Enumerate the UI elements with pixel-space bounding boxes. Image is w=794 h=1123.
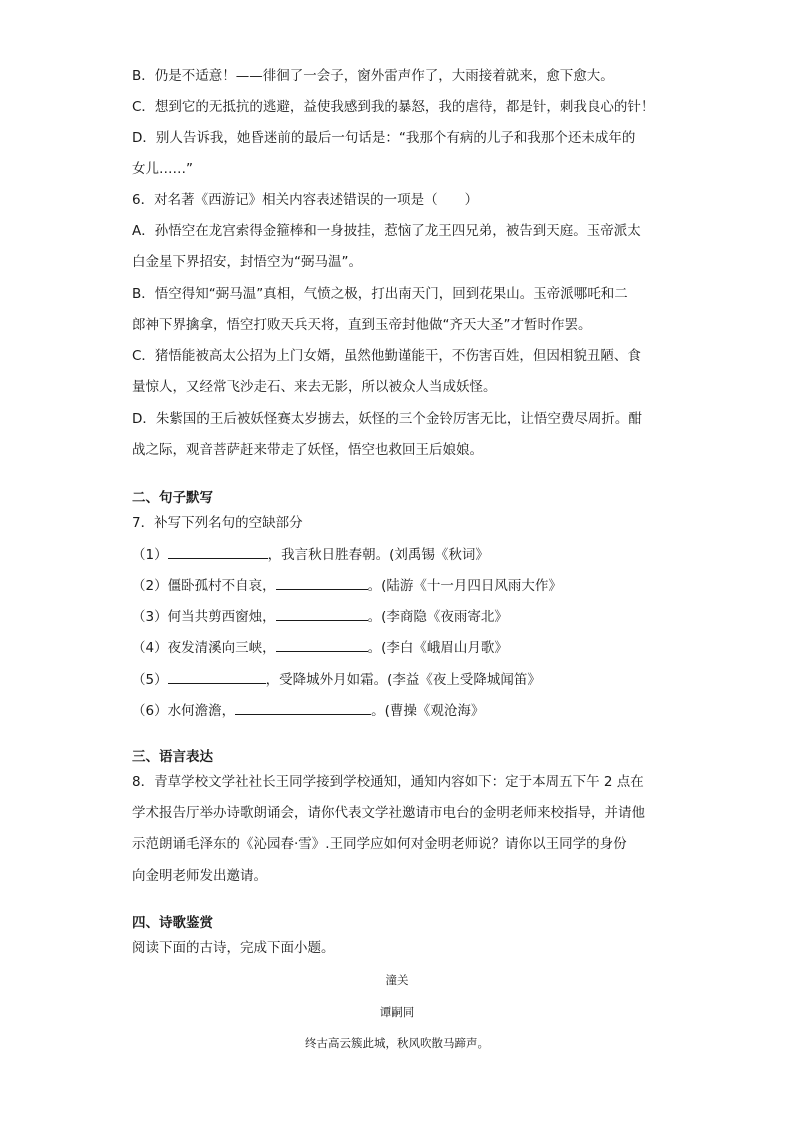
q6-option-d-line2: 战之际，观音菩萨赶来带走了妖怪，悟空也救回王后娘娘。 <box>132 442 483 458</box>
q7-item-6 <box>132 700 672 721</box>
poem-line-1: 终古高云簇此城，秋风吹散马蹄声。 <box>305 1036 489 1050</box>
poem-author: 谭嗣同 <box>379 1005 415 1019</box>
q7-item-before: 僵卧孤村不自哀， <box>167 578 276 594</box>
section3-title: 三、语言表达 <box>132 749 213 765</box>
q8-line2: 学术报告厅举办诗歌朗诵会，请你代表文学社邀请市电台的金明老师来校指导，并请他 <box>132 805 645 821</box>
q8-line4: 向金明老师发出邀请。 <box>132 868 267 884</box>
q8-line1: 8．青草学校文学社社长王同学接到学校通知，通知内容如下：定于本周五下午 2 点在 <box>132 774 644 790</box>
q7-item-after: 。(李商隐《夜雨寄北》 <box>367 609 508 625</box>
q6-option-a-line1: A．孙悟空在龙宫索得金箍棒和一身披挂，惹恼了龙王四兄弟，被告到天庭。玉帝派太 <box>132 223 641 239</box>
q6-option-b-line2: 郎神下界擒拿，悟空打败天兵天将，直到玉帝封他做“齐天大圣”才暂时作罢。 <box>132 317 592 333</box>
q7-item-after: ，受降城外月如霜。(李益《夜上受降城闻笛》 <box>265 672 541 688</box>
q7-item-3 <box>132 606 672 627</box>
poem-title: 潼关 <box>385 973 409 987</box>
answer-blank[interactable] <box>168 669 266 684</box>
q8-line3: 示范朗诵毛泽东的《沁园春·雪》.王同学应如何对金明老师说？请你以王同学的身份 <box>132 836 627 852</box>
section2-title: 二、句子默写 <box>132 490 213 506</box>
section4-intro: 阅读下面的古诗，完成下面小题。 <box>132 940 335 956</box>
q5-option-d-line1: D．别人告诉我，她昏迷前的最后一句话是：“我那个有病的儿子和我那个还未成年的 <box>132 130 636 146</box>
q7-item-after: 。(李白《峨眉山月歌》 <box>367 640 508 656</box>
q7-item-after: ，我言秋日胜春朝。(刘禹锡《秋词》 <box>267 547 489 563</box>
q7-item-2 <box>132 575 672 596</box>
q7-item-number: （5） <box>132 672 168 688</box>
q7-item-number: （6） <box>132 703 168 719</box>
q6-option-d-line1: D．朱紫国的王后被妖怪赛太岁掳去，妖怪的三个金铃厉害无比，让悟空费尽周折。酣 <box>132 411 642 427</box>
q7-item-before: 何当共剪西窗烛， <box>167 609 276 625</box>
q7-item-number: （3） <box>132 609 168 625</box>
q6-option-a-line2: 白金星下界招安，封悟空为“弼马温”。 <box>132 254 362 270</box>
q5-option-c: C．想到它的无抵抗的逃避，益使我感到我的暴怒，我的虐待，都是针，刺我良心的针！ <box>132 99 655 115</box>
answer-blank[interactable] <box>276 575 368 590</box>
q7-item-after: 。(曹操《观沧海》 <box>371 703 485 719</box>
q6-stem: 6．对名著《西游记》相关内容表述错误的一项是（ ） <box>132 192 479 208</box>
q7-item-number: （2） <box>132 578 168 594</box>
q7-item-5 <box>132 669 672 690</box>
answer-blank[interactable] <box>276 606 368 621</box>
section4-title: 四、诗歌鉴赏 <box>132 915 213 931</box>
q7-item-before: 水何澹澹， <box>167 703 236 719</box>
q5-option-b: B．仍是不适意！——徘徊了一会子，窗外雷声作了，大雨接着就来，愈下愈大。 <box>132 68 614 84</box>
answer-blank[interactable] <box>235 700 371 715</box>
q6-option-c-line2: 量惊人，又经常飞沙走石、来去无影，所以被众人当成妖怪。 <box>132 379 497 395</box>
q5-option-d-line2: 女儿……” <box>132 161 193 177</box>
q7-item-before: 夜发清溪向三峡， <box>167 640 276 656</box>
answer-blank[interactable] <box>168 544 268 559</box>
q6-option-b-line1: B．悟空得知“弼马温”真相，气愤之极，打出南天门，回到花果山。玉帝派哪吒和二 <box>132 286 628 302</box>
q7-item-number: （1） <box>132 547 168 563</box>
answer-blank[interactable] <box>276 637 368 652</box>
q7-item-4 <box>132 637 672 658</box>
q7-stem: 7．补写下列名句的空缺部分 <box>132 515 303 531</box>
q7-item-after: 。(陆游《十一月四日风雨大作》 <box>367 578 562 594</box>
q7-item-1 <box>132 544 672 565</box>
q7-item-number: （4） <box>132 640 168 656</box>
q6-option-c-line1: C．猪悟能被高太公招为上门女婿，虽然他勤谨能干，不伤害百姓，但因相貌丑陋、食 <box>132 348 641 364</box>
